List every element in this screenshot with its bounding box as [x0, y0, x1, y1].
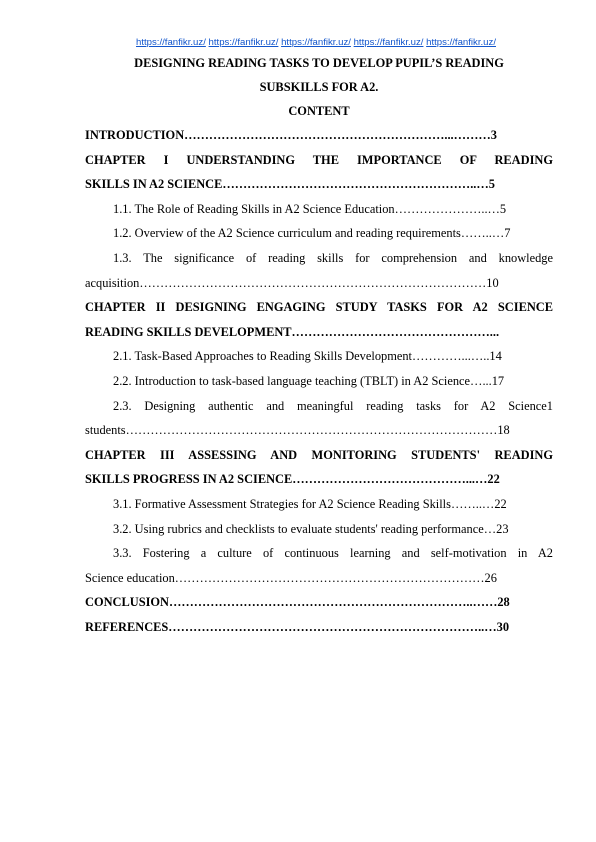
- toc-conclusion: CONCLUSION………………………………………………………………..……28: [85, 595, 510, 610]
- toc-references: REFERENCES…………………………………………………………………..…30: [85, 619, 510, 634]
- toc-item-1-2: 1.2. Overview of the A2 Science curriculum and reading requirements……..…7: [113, 226, 511, 241]
- toc-item-2-2: 2.2. Introduction to task-based language teaching (TBLT) in A2 Science…...17: [113, 373, 505, 388]
- header-links: [79, 36, 553, 50]
- toc-item-1-3-line-1: 1.3. The significance of reading skills for comprehension and knowledge: [113, 250, 553, 265]
- document-page: [85, 36, 553, 639]
- content-heading: CONTENT: [288, 104, 350, 118]
- toc-chapter-3-line-1: CHAPTER III ASSESSING AND MONITORING STUDENTS' READING: [85, 447, 553, 462]
- toc-chapter-1-line-1: CHAPTER I UNDERSTANDING THE IMPORTANCE OF READING: [85, 152, 553, 167]
- header-link-5[interactable]: https://fanfikr.uz/: [426, 37, 496, 48]
- header-link-1[interactable]: https://fanfikr.uz/: [136, 37, 206, 48]
- toc-item-2-3-line-2: students………………………………………………………………………………18: [85, 423, 510, 438]
- toc-item-3-2: 3.2. Using rubrics and checklists to evaluate students' reading performance…23: [113, 521, 509, 536]
- toc-item-2-1: 2.1. Task-Based Approaches to Reading Skills Development…………...…..14: [113, 349, 502, 364]
- document-title-line-1: DESIGNING READING TASKS TO DEVELOP PUPIL’S READING: [134, 56, 504, 70]
- toc-item-1-3-line-2: acquisition…………………………………………………………………………10: [85, 275, 499, 290]
- toc-chapter-3-line-2: SKILLS PROGRESS IN A2 SCIENCE……………………………………...…22: [85, 472, 500, 487]
- toc-item-1-1: 1.1. The Role of Reading Skills in A2 Science Education…………………..…5: [113, 201, 507, 216]
- toc-item-3-3-line-1: 3.3. Fostering a culture of continuous learning and self-motivation in A2: [113, 546, 553, 561]
- toc-chapter-2-line-2: READING SKILLS DEVELOPMENT…………………………………………...: [85, 324, 500, 339]
- toc-item-3-3-line-2: Science education…………………………………………………………………26: [85, 570, 497, 585]
- toc-item-3-1: 3.1. Formative Assessment Strategies for A2 Science Reading Skills……..…22: [113, 496, 507, 511]
- toc-chapter-1-line-2: SKILLS IN A2 SCIENCE……………………………………………………..…5: [85, 177, 495, 192]
- header-link-2[interactable]: https://fanfikr.uz/: [208, 37, 279, 48]
- document-title-line-2: SUBSKILLS FOR A2.: [259, 80, 379, 94]
- toc-item-2-3-line-1: 2.3. Designing authentic and meaningful reading tasks for A2 Science1: [113, 398, 553, 413]
- header-link-3[interactable]: https://fanfikr.uz/: [281, 37, 351, 48]
- toc-chapter-2-line-1: CHAPTER II DESIGNING ENGAGING STUDY TASKS FOR A2 SCIENCE: [85, 300, 553, 315]
- header-link-4[interactable]: https://fanfikr.uz/: [353, 37, 424, 48]
- toc-introduction: INTRODUCTION………………………………………………………...………3: [85, 128, 498, 142]
- table-of-contents: [85, 123, 553, 639]
